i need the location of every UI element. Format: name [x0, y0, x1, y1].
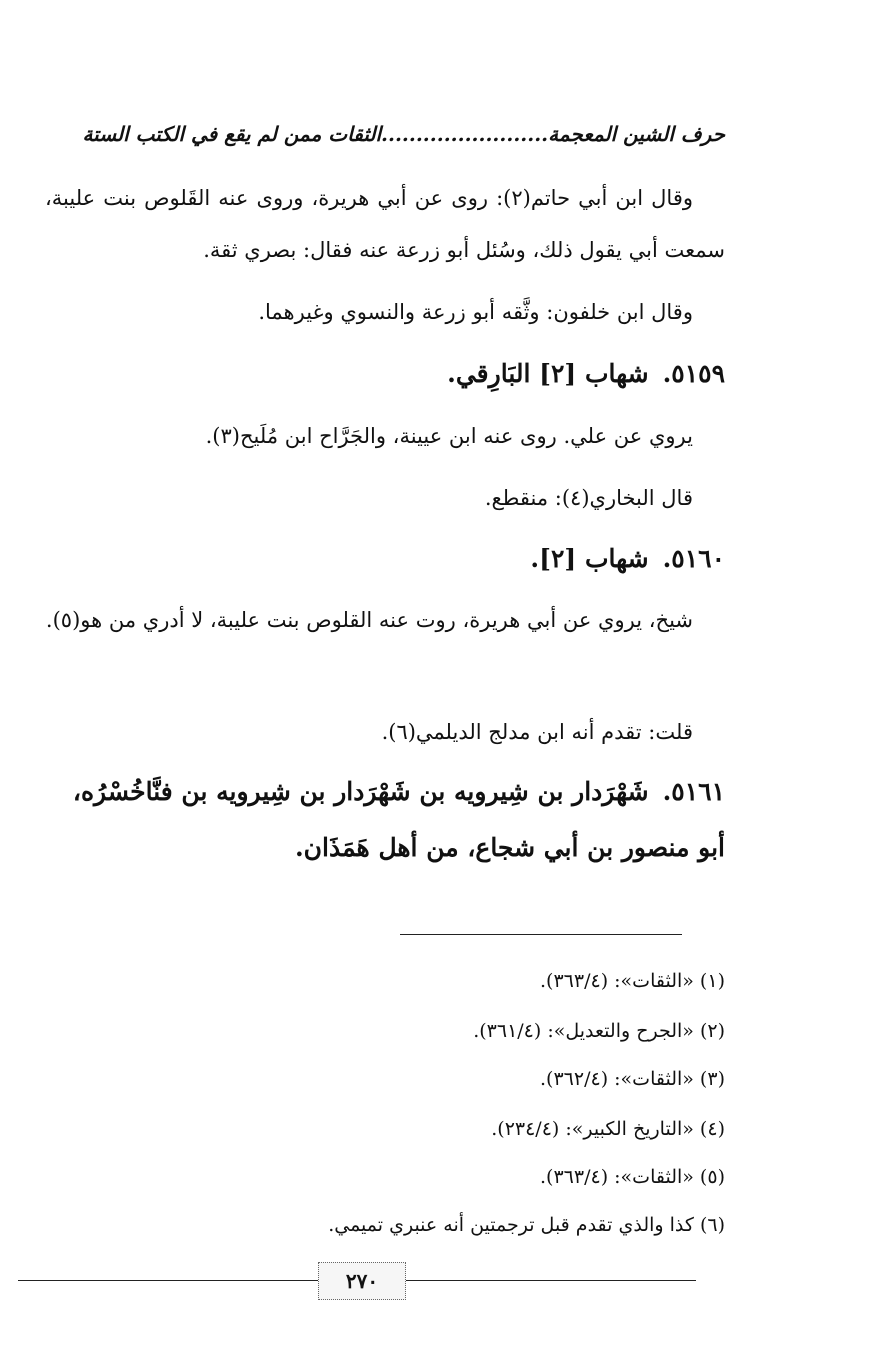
entry-number: ٥١٦٠.	[662, 544, 725, 573]
paragraph-shaykh: شيخ، يروي عن أبي هريرة، روت عنه القلوص بنت عليبة، لا أدري من هو(٥).	[45, 608, 693, 632]
footer-rule-right	[404, 1280, 696, 1281]
paragraph-qultu: قلت: تقدم أنه ابن مدلج الديلمي(٦).	[381, 720, 693, 744]
page-number: ٢٧٠	[318, 1262, 406, 1300]
entry-number: ٥١٦١.	[662, 777, 725, 806]
paragraph-ibn-abi-hatim: وقال ابن أبي حاتم(٢): روى عن أبي هريرة، وروى عنه القَلوص بنت عليبة، سمعت أبي يقول ذلك، وسُئل أبو زرعة عنه فقال: بصري ثقة.	[45, 186, 725, 262]
paragraph-yarwi-an-ali: يروي عن علي. روى عنه ابن عيينة، والجَرَّاح ابن مُلَيح(٣).	[205, 424, 693, 448]
entry-name: شهاب [٢] البَارِقي.	[447, 359, 649, 388]
running-header: حرف الشين المعجمة........................الثقات ممن لم يقع في الكتب الستة	[82, 122, 725, 146]
footnote-2: (٢) «الجرح والتعديل»: (٣٦١/٤).	[473, 1020, 725, 1042]
entry-5161	[45, 764, 725, 876]
entry-number: ٥١٥٩.	[662, 359, 725, 388]
footer-rule-left	[18, 1280, 318, 1281]
footnote-3: (٣) «الثقات»: (٣٦٢/٤).	[540, 1068, 725, 1090]
paragraph-ibn-khalfun: وقال ابن خلفون: وثَّقه أبو زرعة والنسوي وغيرهما.	[258, 300, 693, 324]
entry-5159	[45, 345, 725, 403]
entry-5160	[45, 530, 725, 588]
paragraph-bukhari: قال البخاري(٤): منقطع.	[484, 486, 693, 510]
footnote-5: (٥) «الثقات»: (٣٦٣/٤).	[540, 1166, 725, 1188]
footnote-separator	[400, 934, 682, 935]
footnote-6: (٦) كذا والذي تقدم قبل ترجمتين أنه عنبري تميمي.	[328, 1214, 725, 1236]
entry-name: شَهْرَدار بن شِيرويه بن شَهْرَدار بن شِيرويه بن فنَّاخُسْرُه، أبو منصور بن أبي شجاع، من أهل هَمَذَان.	[72, 777, 725, 862]
footnote-4: (٤) «التاريخ الكبير»: (٢٣٤/٤).	[491, 1118, 725, 1140]
entry-name: شهاب [٢].	[530, 544, 649, 573]
footnote-1: (١) «الثقات»: (٣٦٣/٤).	[540, 970, 725, 992]
